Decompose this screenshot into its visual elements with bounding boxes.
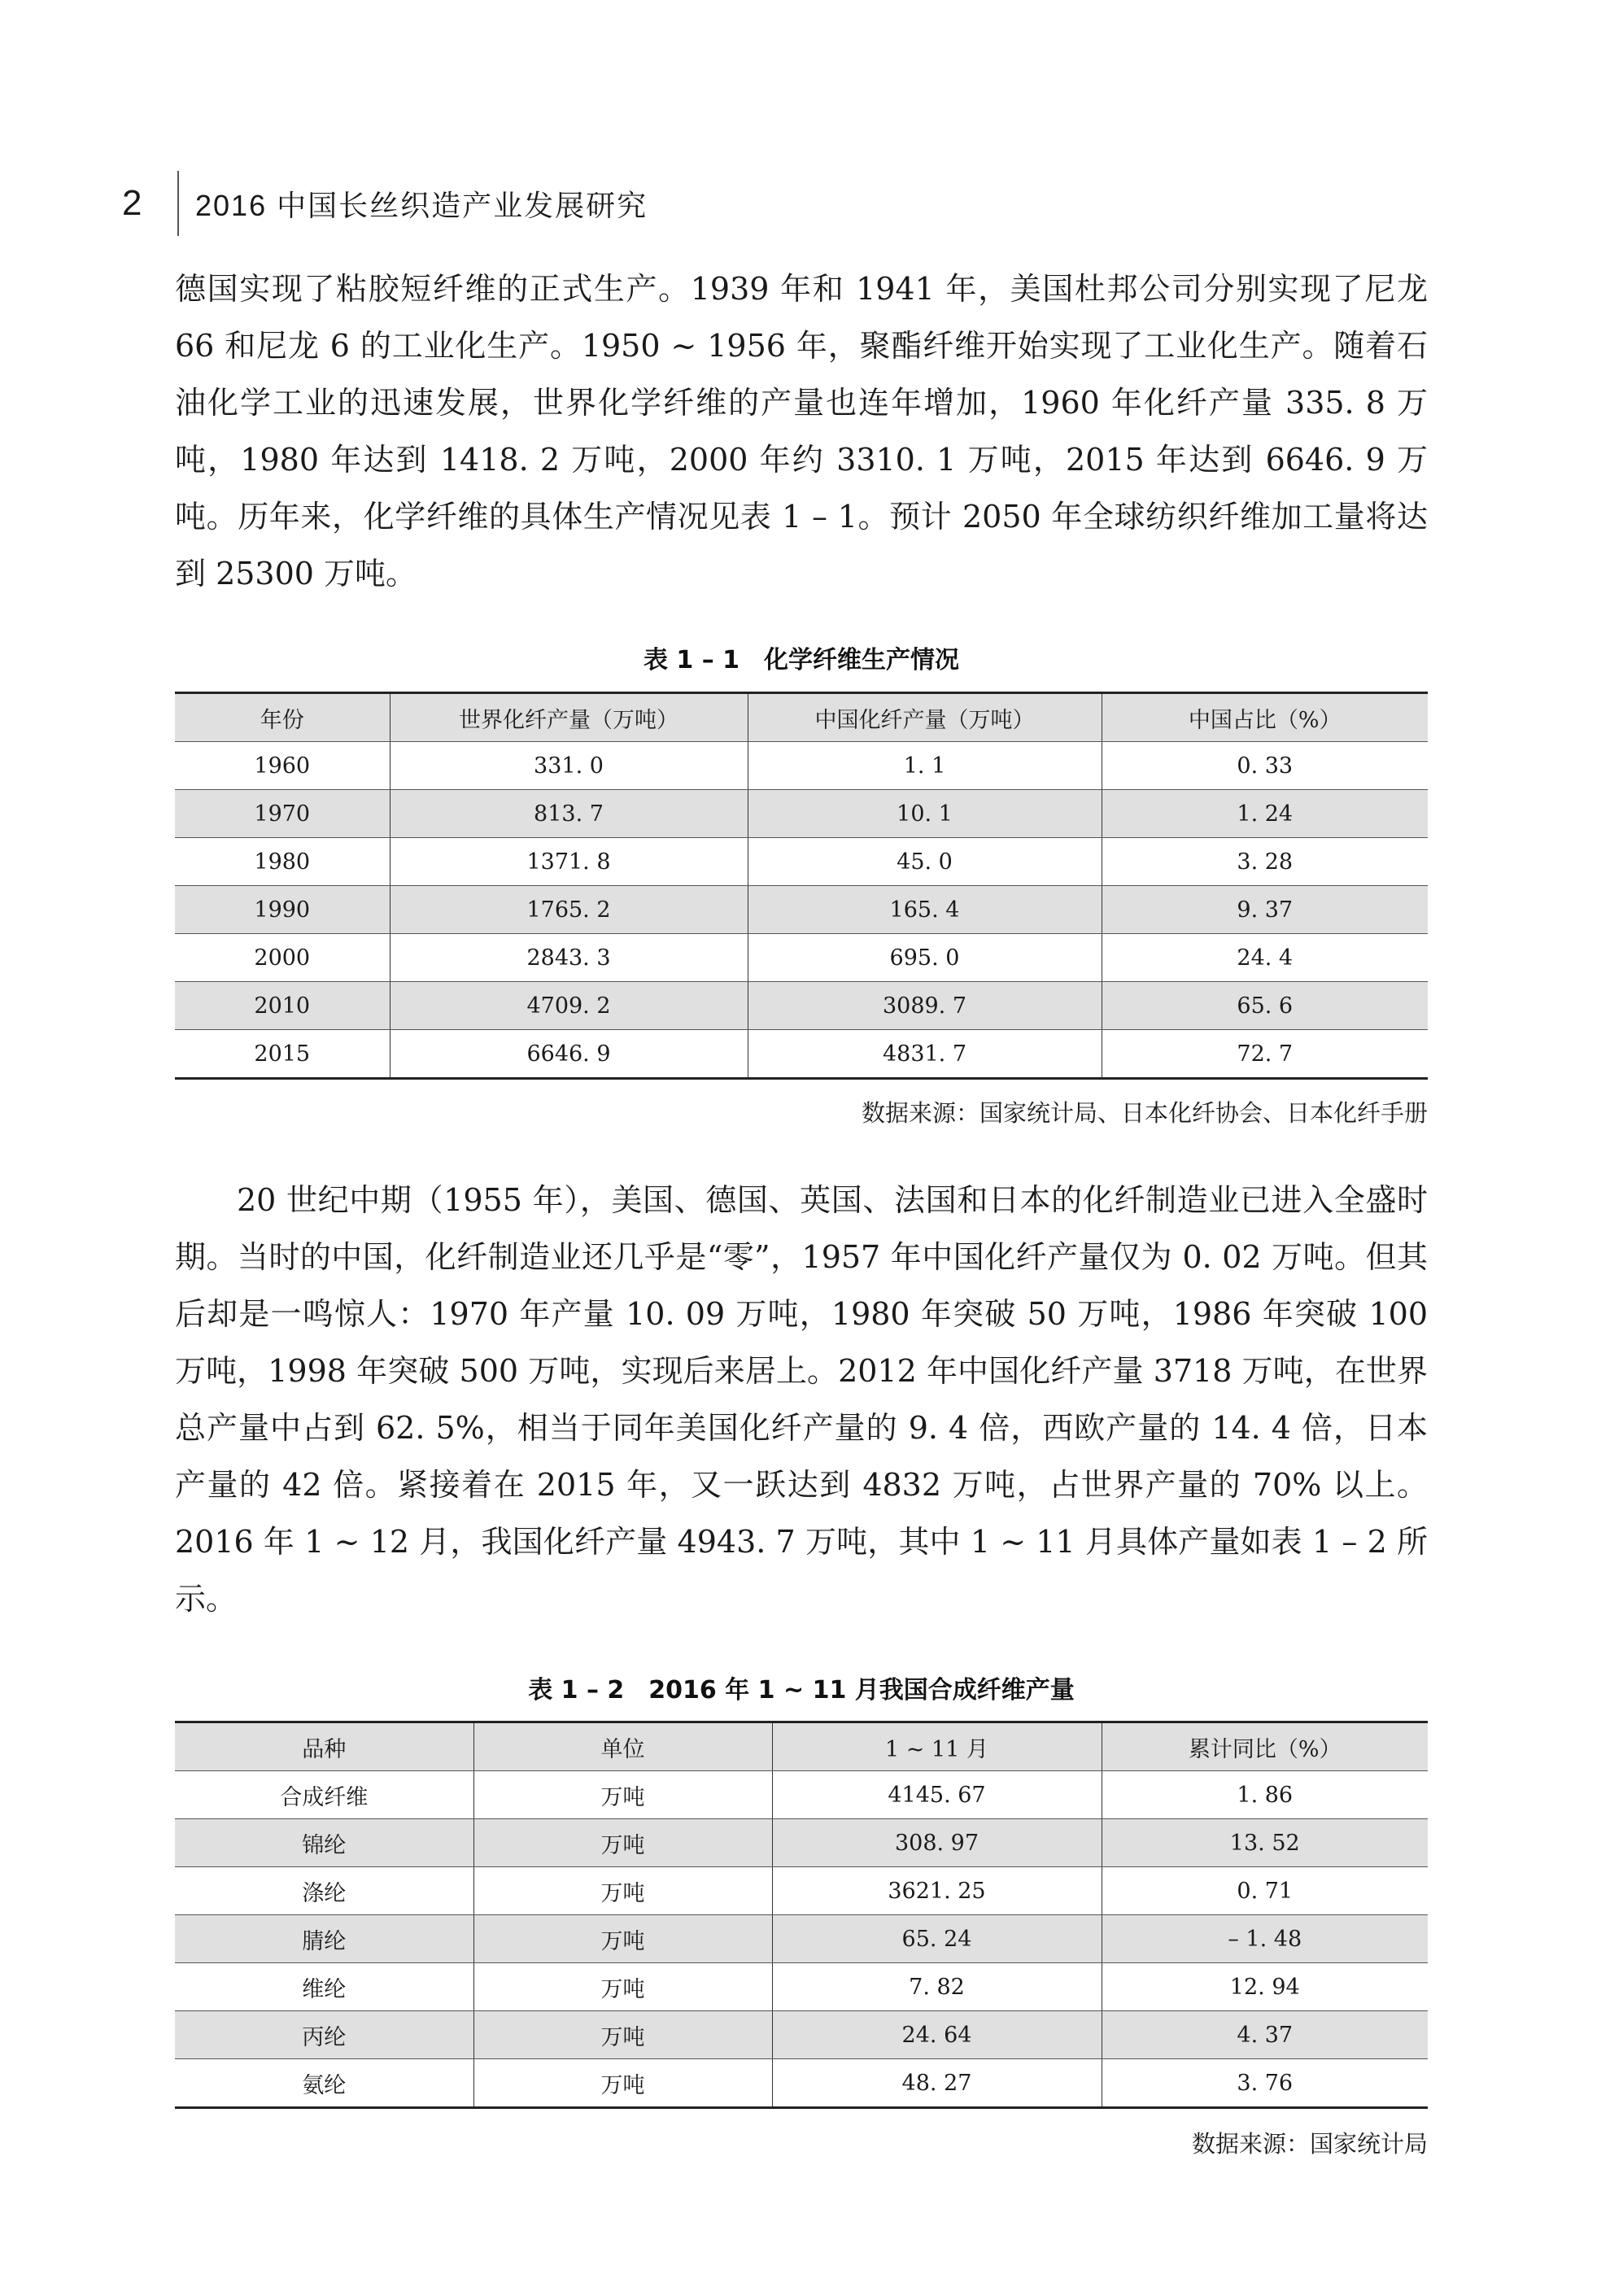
column-header: 年份 (175, 693, 390, 742)
table-row (175, 982, 1428, 1030)
table-header-row (175, 693, 1428, 742)
page-number: 2 (122, 183, 142, 223)
table-cell: 0. 33 (1102, 742, 1428, 790)
table-row (175, 934, 1428, 982)
table-cell: 4. 37 (1102, 2011, 1428, 2059)
table-row (175, 886, 1428, 934)
table-cell: 24. 64 (772, 2011, 1102, 2059)
table-cell: 2010 (175, 982, 390, 1030)
table-cell: 72. 7 (1102, 1030, 1428, 1079)
body-paragraph-2: 20 世纪中期（1955 年），美国、德国、英国、法国和日本的化纤制造业已进入全盛时期。当时的中国，化纤制造业还几乎是“零”，1957 年中国化纤产量仅为 0. 02 万吨。但其后却是一鸣惊人：1970 年产量 10. 09 万吨，1980 年突破 50 万吨，1986 年突破 100 万吨，1998 年突破 500 万吨，实现后来居上。2012 年中国化纤产量 3718 万吨，在世界总产量中占到 62. 5%，相当于同年美国化纤产量的 9. 4 倍，西欧产量的 14. 4 倍，日本产量的 42 倍。紧接着在 2015 年，又一跃达到 4832 万吨，占世界产量的 70% 以上。2016 年 1 ~ 12 月，我国化纤产量 4943. 7 万吨，其中 1 ~ 11 月具体产量如表 1 – 2 所示。 (175, 1182, 1428, 1617)
column-header: 累计同比（%） (1102, 1722, 1428, 1771)
table-cell: 1. 24 (1102, 790, 1428, 838)
table-cell: 丙纶 (175, 2011, 473, 2059)
table-cell: 万吨 (473, 1819, 772, 1867)
table-cell: 万吨 (473, 1963, 772, 2011)
table-2-caption: 表 1 – 2 2016 年 1 ~ 11 月我国合成纤维产量 (528, 1676, 1075, 1705)
table-cell: 48. 27 (772, 2059, 1102, 2108)
table-cell: 涤纶 (175, 1867, 473, 1915)
body-paragraph-1: 德国实现了粘胶短纤维的正式生产。1939 年和 1941 年，美国杜邦公司分别实现了尼龙 66 和尼龙 6 的工业化生产。1950 ~ 1956 年，聚酯纤维开始实现了工业化生产。随着石油化学工业的迅速发展，世界化学纤维的产量也连年增加，1960 年化纤产量 335. 8 万吨，1980 年达到 1418. 2 万吨，2000 年约 3310. 1 万吨，2015 年达到 6646. 9 万吨。历年来，化学纤维的具体生产情况见表 1 – 1。预计 2050 年全球纺织纤维加工量将达到 25300 万吨。 (175, 271, 1428, 591)
table-row (175, 1915, 1428, 1963)
table-cell: 13. 52 (1102, 1819, 1428, 1867)
table-cell: 9. 37 (1102, 886, 1428, 934)
table-cell: 1960 (175, 742, 390, 790)
table-cell: 12. 94 (1102, 1963, 1428, 2011)
table-2-synthetic-fiber-output (175, 1721, 1428, 2109)
table-cell: 165. 4 (748, 886, 1102, 934)
running-title: 2016 中国长丝织造产业发展研究 (195, 188, 648, 222)
table-cell: – 1. 48 (1102, 1915, 1428, 1963)
table-cell: 万吨 (473, 2011, 772, 2059)
table-cell: 1970 (175, 790, 390, 838)
table-row (175, 2059, 1428, 2108)
table-cell: 45. 0 (748, 838, 1102, 886)
table-cell: 813. 7 (390, 790, 748, 838)
table-cell: 24. 4 (1102, 934, 1428, 982)
table-cell: 0. 71 (1102, 1867, 1428, 1915)
table-row (175, 790, 1428, 838)
table-cell: 2015 (175, 1030, 390, 1079)
table-cell: 3621. 25 (772, 1867, 1102, 1915)
table-cell: 695. 0 (748, 934, 1102, 982)
table-cell: 1371. 8 (390, 838, 748, 886)
table-1-caption: 表 1 – 1 化学纤维生产情况 (643, 646, 960, 674)
table-cell: 308. 97 (772, 1819, 1102, 1867)
table-cell: 2843. 3 (390, 934, 748, 982)
table-cell: 合成纤维 (175, 1771, 473, 1819)
table-cell: 6646. 9 (390, 1030, 748, 1079)
table-cell: 7. 82 (772, 1963, 1102, 2011)
table-cell: 万吨 (473, 1915, 772, 1963)
table-cell: 3. 76 (1102, 2059, 1428, 2108)
table-cell: 锦纶 (175, 1819, 473, 1867)
table-row (175, 1030, 1428, 1079)
column-header: 中国占比（%） (1102, 693, 1428, 742)
table-2-source-note: 数据来源：国家统计局 (1191, 2130, 1428, 2158)
table-row (175, 838, 1428, 886)
table-cell: 万吨 (473, 1867, 772, 1915)
column-header: 单位 (473, 1722, 772, 1771)
column-header: 1 ~ 11 月 (772, 1722, 1102, 1771)
table-row (175, 2011, 1428, 2059)
table-1-chemical-fiber-production (175, 692, 1428, 1080)
table-cell: 4145. 67 (772, 1771, 1102, 1819)
table-cell: 3. 28 (1102, 838, 1428, 886)
table-cell: 65. 24 (772, 1915, 1102, 1963)
column-header: 中国化纤产量（万吨） (748, 693, 1102, 742)
table-cell: 1. 1 (748, 742, 1102, 790)
table-cell: 氨纶 (175, 2059, 473, 2108)
table-cell: 维纶 (175, 1963, 473, 2011)
table-header-row (175, 1722, 1428, 1771)
column-header: 品种 (175, 1722, 473, 1771)
header-divider (177, 171, 179, 236)
table-cell: 65. 6 (1102, 982, 1428, 1030)
table-cell: 3089. 7 (748, 982, 1102, 1030)
table-row (175, 1867, 1428, 1915)
table-cell: 万吨 (473, 2059, 772, 2108)
table-row (175, 1963, 1428, 2011)
table-cell: 1980 (175, 838, 390, 886)
table-cell: 1990 (175, 886, 390, 934)
table-row (175, 1771, 1428, 1819)
table-cell: 4709. 2 (390, 982, 748, 1030)
page-header (122, 171, 648, 236)
table-cell: 1. 86 (1102, 1771, 1428, 1819)
column-header: 世界化纤产量（万吨） (390, 693, 748, 742)
table-row (175, 1819, 1428, 1867)
table-1-source-note: 数据来源：国家统计局、日本化纤协会、日本化纤手册 (861, 1099, 1428, 1127)
table-cell: 4831. 7 (748, 1030, 1102, 1079)
table-cell: 1765. 2 (390, 886, 748, 934)
table-row (175, 742, 1428, 790)
table-cell: 万吨 (473, 1771, 772, 1819)
table-cell: 2000 (175, 934, 390, 982)
table-cell: 331. 0 (390, 742, 748, 790)
table-cell: 腈纶 (175, 1915, 473, 1963)
table-cell: 10. 1 (748, 790, 1102, 838)
